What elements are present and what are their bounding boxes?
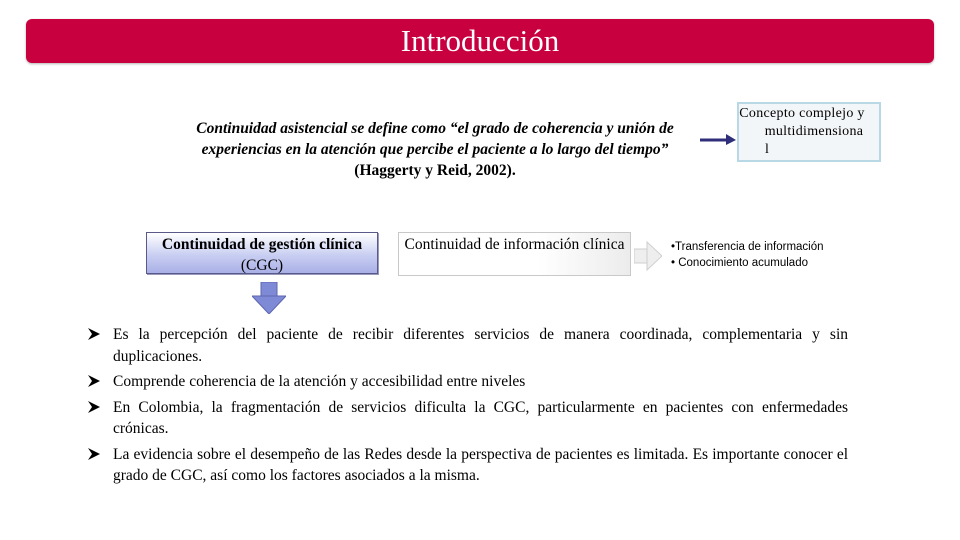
bullet-list — [86, 324, 848, 491]
info-bullet-1: •Transferencia de información — [671, 241, 824, 253]
page-title: Introducción — [400, 23, 560, 58]
arrowhead-bullet-icon — [86, 373, 102, 389]
concept-text — [727, 105, 877, 159]
arrowhead-bullet-icon — [86, 446, 102, 462]
info-bullet-2: • Conocimiento acumulado — [671, 257, 808, 269]
definition-citation: (Haggerty y Reid, 2002) — [354, 162, 512, 179]
down-arrow-icon — [252, 282, 286, 314]
cgc-box-label — [146, 234, 378, 276]
definition-end: . — [511, 162, 516, 179]
list-item — [86, 371, 848, 393]
bullet-text: La evidencia sobre el desempeño de las Redes desde la perspectiva de pacientes es limitada. Es importante conocer el grado de CGC, así como los factores asociados a la misma. — [113, 445, 848, 484]
definition-italic: Continuidad asistencial se define como “el grado de coherencia y unión de experiencias en la atención que percibe el paciente a lo largo del tiempo” — [196, 120, 674, 158]
definition-text — [190, 118, 680, 181]
arrowhead-bullet-icon — [86, 399, 102, 415]
cgc-box-label-strong: Continuidad de gestión clínica — [161, 236, 363, 253]
arrowhead-bullet-icon — [86, 326, 102, 342]
concept-line-3: l — [765, 142, 770, 157]
right-arrow-icon — [634, 240, 662, 272]
bullet-text: En Colombia, la fragmentación de servicios dificulta la CGC, particularmente en pacientes con enfermedades crónicas. — [113, 398, 848, 437]
info-box-label: Continuidad de información clínica — [404, 236, 625, 253]
concept-line-1: Concepto complejo y — [739, 106, 865, 121]
list-item — [86, 324, 848, 367]
concept-line-2: multidimensiona — [764, 124, 864, 139]
list-item — [86, 397, 848, 440]
bullet-text: Comprende coherencia de la atención y accesibilidad entre niveles — [113, 373, 526, 390]
list-item — [86, 444, 848, 487]
info-bullets — [671, 239, 871, 271]
bullet-text: Es la percepción del paciente de recibir diferentes servicios de manera coordinada, complementaria y sin duplicaciones. — [113, 326, 848, 365]
cgc-box-label-abbr: (CGC) — [240, 257, 284, 274]
title-bar — [26, 19, 934, 63]
